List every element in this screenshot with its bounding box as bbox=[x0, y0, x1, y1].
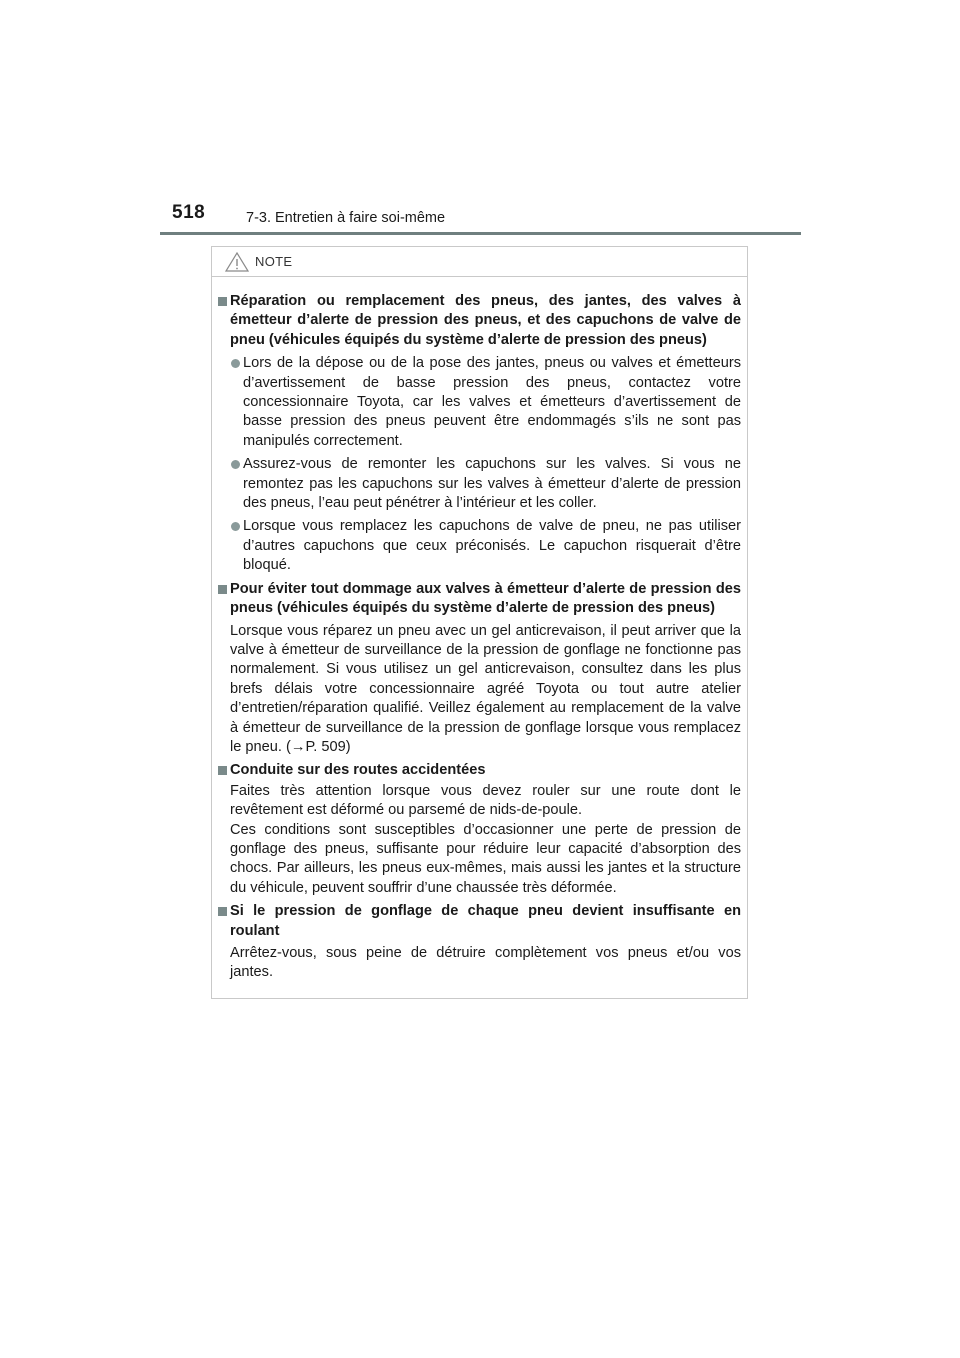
note-section bbox=[218, 761, 741, 898]
note-header bbox=[212, 247, 747, 277]
square-bullet-icon bbox=[218, 907, 227, 916]
note-section bbox=[218, 902, 741, 983]
list-item: Lors de la dépose ou de la pose des jantes, pneus ou valves et émetteurs d’avertissement de basse pression des pneus, contactez votre concessionnaire Toyota, car les valves et émetteurs d’avertissement de basse pression des pneus peuvent être endommagés s’ils ne sont pas manipulés correctement. bbox=[218, 354, 741, 451]
section-heading: Réparation ou remplacement des pneus, des jantes, des valves à émetteur d’alerte de pression des pneus, et des capuchons de valve de pneu (véhicules équipés du système d’alerte de pression des pneus) bbox=[218, 292, 741, 350]
header-rule bbox=[160, 232, 801, 235]
section-heading: Si le pression de gonflage de chaque pneu devient insuffisante en roulant bbox=[218, 902, 741, 941]
round-bullet-icon bbox=[231, 359, 240, 368]
page-number: 518 bbox=[172, 202, 206, 223]
list-item: Lorsque vous remplacez les capuchons de valve de pneu, ne pas utiliser d’autres capuchons que ceux préconisés. Le capuchon risquerait d’être bloqué. bbox=[218, 517, 741, 575]
list-item: Assurez-vous de remonter les capuchons sur les valves. Si vous ne remontez pas les capuchons sur les valves à émetteur d’alerte de pression des pneus, l’eau peut pénétrer à l’intérieur et les coller. bbox=[218, 455, 741, 513]
square-bullet-icon bbox=[218, 297, 227, 306]
square-bullet-icon bbox=[218, 585, 227, 594]
note-label: NOTE bbox=[255, 254, 293, 269]
section-text: Faites très attention lorsque vous devez rouler sur une route dont le revêtement est déformé ou parsemé de nids-de-poule. Ces conditions sont susceptibles d’occasionner une perte de pression de gonflage des pneus, suffisante pour réduire leur capacité d’absorption des chocs. Par ailleurs, les pneus eux-mêmes, mais aussi les jantes et la structure du véhicule, peuvent souffrir d’une chaussée très déformée. bbox=[230, 782, 741, 896]
note-body bbox=[212, 277, 747, 983]
section-text: Lorsque vous réparez un pneu avec un gel anticrevaison, il peut arriver que la valve à émetteur de surveillance de la pression de gonflage ne fonctionne pas normalement. Si vous utilisez un gel anticrevaison, consultez dans les plus brefs délais votre concessionnaire agréé Toyota ou tout autre atelier d’entretien/réparation qualifié. Veillez également au remplacement de la valve à émetteur de surveillance de la pression de gonflage lorsque vous remplacez le pneu. (→P. 509) bbox=[230, 622, 741, 755]
note-section bbox=[218, 292, 741, 576]
square-bullet-icon bbox=[218, 766, 227, 775]
section-text: Arrêtez-vous, sous peine de détruire complètement vos pneus et/ou vos jantes. bbox=[230, 945, 741, 981]
section-heading: Conduite sur des routes accidentées bbox=[218, 761, 741, 780]
round-bullet-icon bbox=[231, 522, 240, 531]
arrow-icon: → bbox=[290, 738, 306, 755]
note-section bbox=[218, 580, 741, 758]
section-heading: Pour éviter tout dommage aux valves à émetteur d’alerte de pression des pneus (véhicules équipés du système d’alerte de pression des pneus) bbox=[218, 580, 741, 619]
page-reference-link[interactable]: P. 509) bbox=[305, 738, 351, 755]
note-box bbox=[211, 246, 748, 999]
warning-triangle-icon bbox=[225, 252, 249, 277]
section-title: 7-3. Entretien à faire soi-même bbox=[246, 210, 446, 226]
round-bullet-icon bbox=[231, 460, 240, 469]
